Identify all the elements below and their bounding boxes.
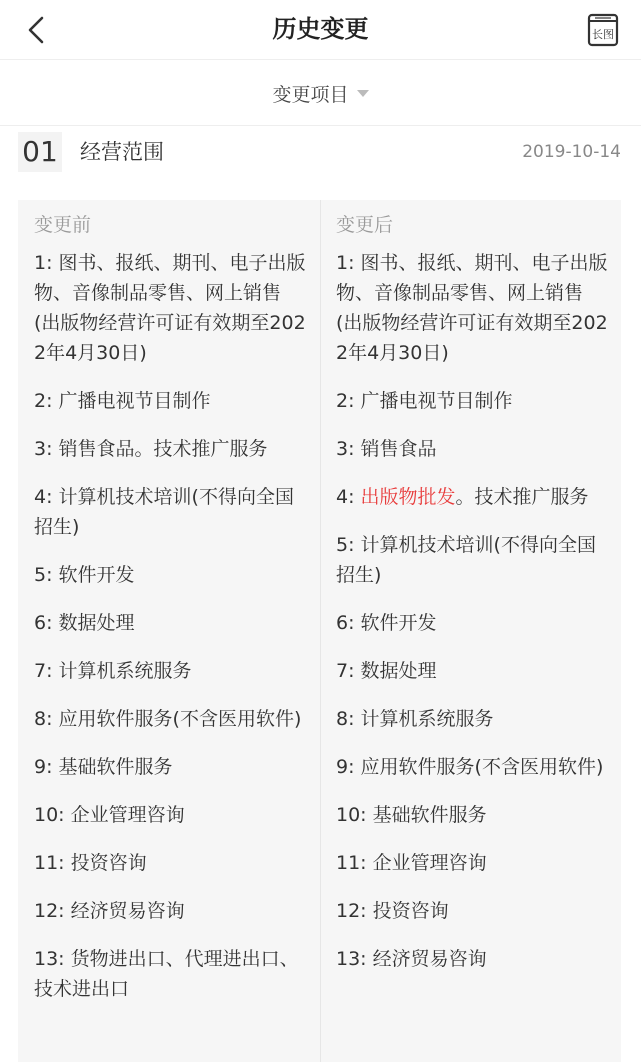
- scope-item: 2: 广播电视节目制作: [336, 390, 513, 412]
- scope-item: 5: 计算机技术培训(不得向全国招生): [336, 534, 596, 586]
- scope-item: [336, 482, 608, 512]
- scope-item: 13: 经济贸易咨询: [336, 948, 487, 970]
- before-column: [34, 212, 306, 1022]
- before-list: [34, 248, 306, 1004]
- after-header: 变更后: [336, 214, 394, 236]
- scope-item: 6: 软件开发: [336, 612, 437, 634]
- scope-item: 11: 投资咨询: [34, 852, 147, 874]
- scope-item: 11: 企业管理咨询: [336, 852, 487, 874]
- scope-item: 8: 应用软件服务(不含医用软件): [34, 708, 302, 730]
- record-index-badge: 01: [18, 132, 62, 172]
- nav-bar: [0, 0, 641, 60]
- record-header: [0, 126, 641, 174]
- scope-item-prefix: 4:: [336, 486, 361, 508]
- scope-item: 10: 企业管理咨询: [34, 804, 185, 826]
- scope-item: 10: 基础软件服务: [336, 804, 487, 826]
- scope-item: 12: 经济贸易咨询: [34, 900, 185, 922]
- scope-item: 1: 图书、报纸、期刊、电子出版物、音像制品零售、网上销售(出版物经营许可证有效期至2022年4月30日): [34, 252, 306, 364]
- after-column: [336, 212, 608, 992]
- compare-panel: [18, 200, 621, 1062]
- caret-down-icon: [357, 90, 369, 97]
- scope-item: 6: 数据处理: [34, 612, 135, 634]
- column-divider: [320, 200, 321, 1062]
- scope-item: 9: 应用软件服务(不含医用软件): [336, 756, 604, 778]
- scope-item-added-highlight: 出版物批发: [360, 486, 456, 508]
- record-title: 经营范围: [80, 140, 164, 164]
- scope-item: 7: 数据处理: [336, 660, 437, 682]
- before-header: 变更前: [34, 214, 92, 236]
- scope-item: 5: 软件开发: [34, 564, 135, 586]
- filter-bar: [0, 60, 641, 126]
- scope-item: 13: 货物进出口、代理进出口、技术进出口: [34, 948, 299, 1000]
- scope-item: 3: 销售食品。技术推广服务: [34, 438, 268, 460]
- scope-item: 2: 广播电视节目制作: [34, 390, 211, 412]
- filter-label: 变更项目: [272, 83, 349, 106]
- page-title: 历史变更: [272, 15, 369, 43]
- scope-item: 8: 计算机系统服务: [336, 708, 494, 730]
- long-image-button[interactable]: [583, 10, 623, 50]
- scope-item: 4: 计算机技术培训(不得向全国招生): [34, 486, 294, 538]
- scope-item: 9: 基础软件服务: [34, 756, 173, 778]
- long-image-label: 长图: [592, 28, 614, 41]
- long-image-icon: [583, 10, 623, 50]
- scope-item: 1: 图书、报纸、期刊、电子出版物、音像制品零售、网上销售(出版物经营许可证有效期至2022年4月30日): [336, 252, 608, 364]
- scope-item: 3: 销售食品: [336, 438, 437, 460]
- record-date: 2019-10-14: [522, 142, 621, 162]
- scope-item: 12: 投资咨询: [336, 900, 449, 922]
- scope-item-suffix: 。技术推广服务: [455, 486, 589, 508]
- scope-item: 7: 计算机系统服务: [34, 660, 192, 682]
- change-item-filter[interactable]: [272, 60, 368, 126]
- after-list: [336, 248, 608, 974]
